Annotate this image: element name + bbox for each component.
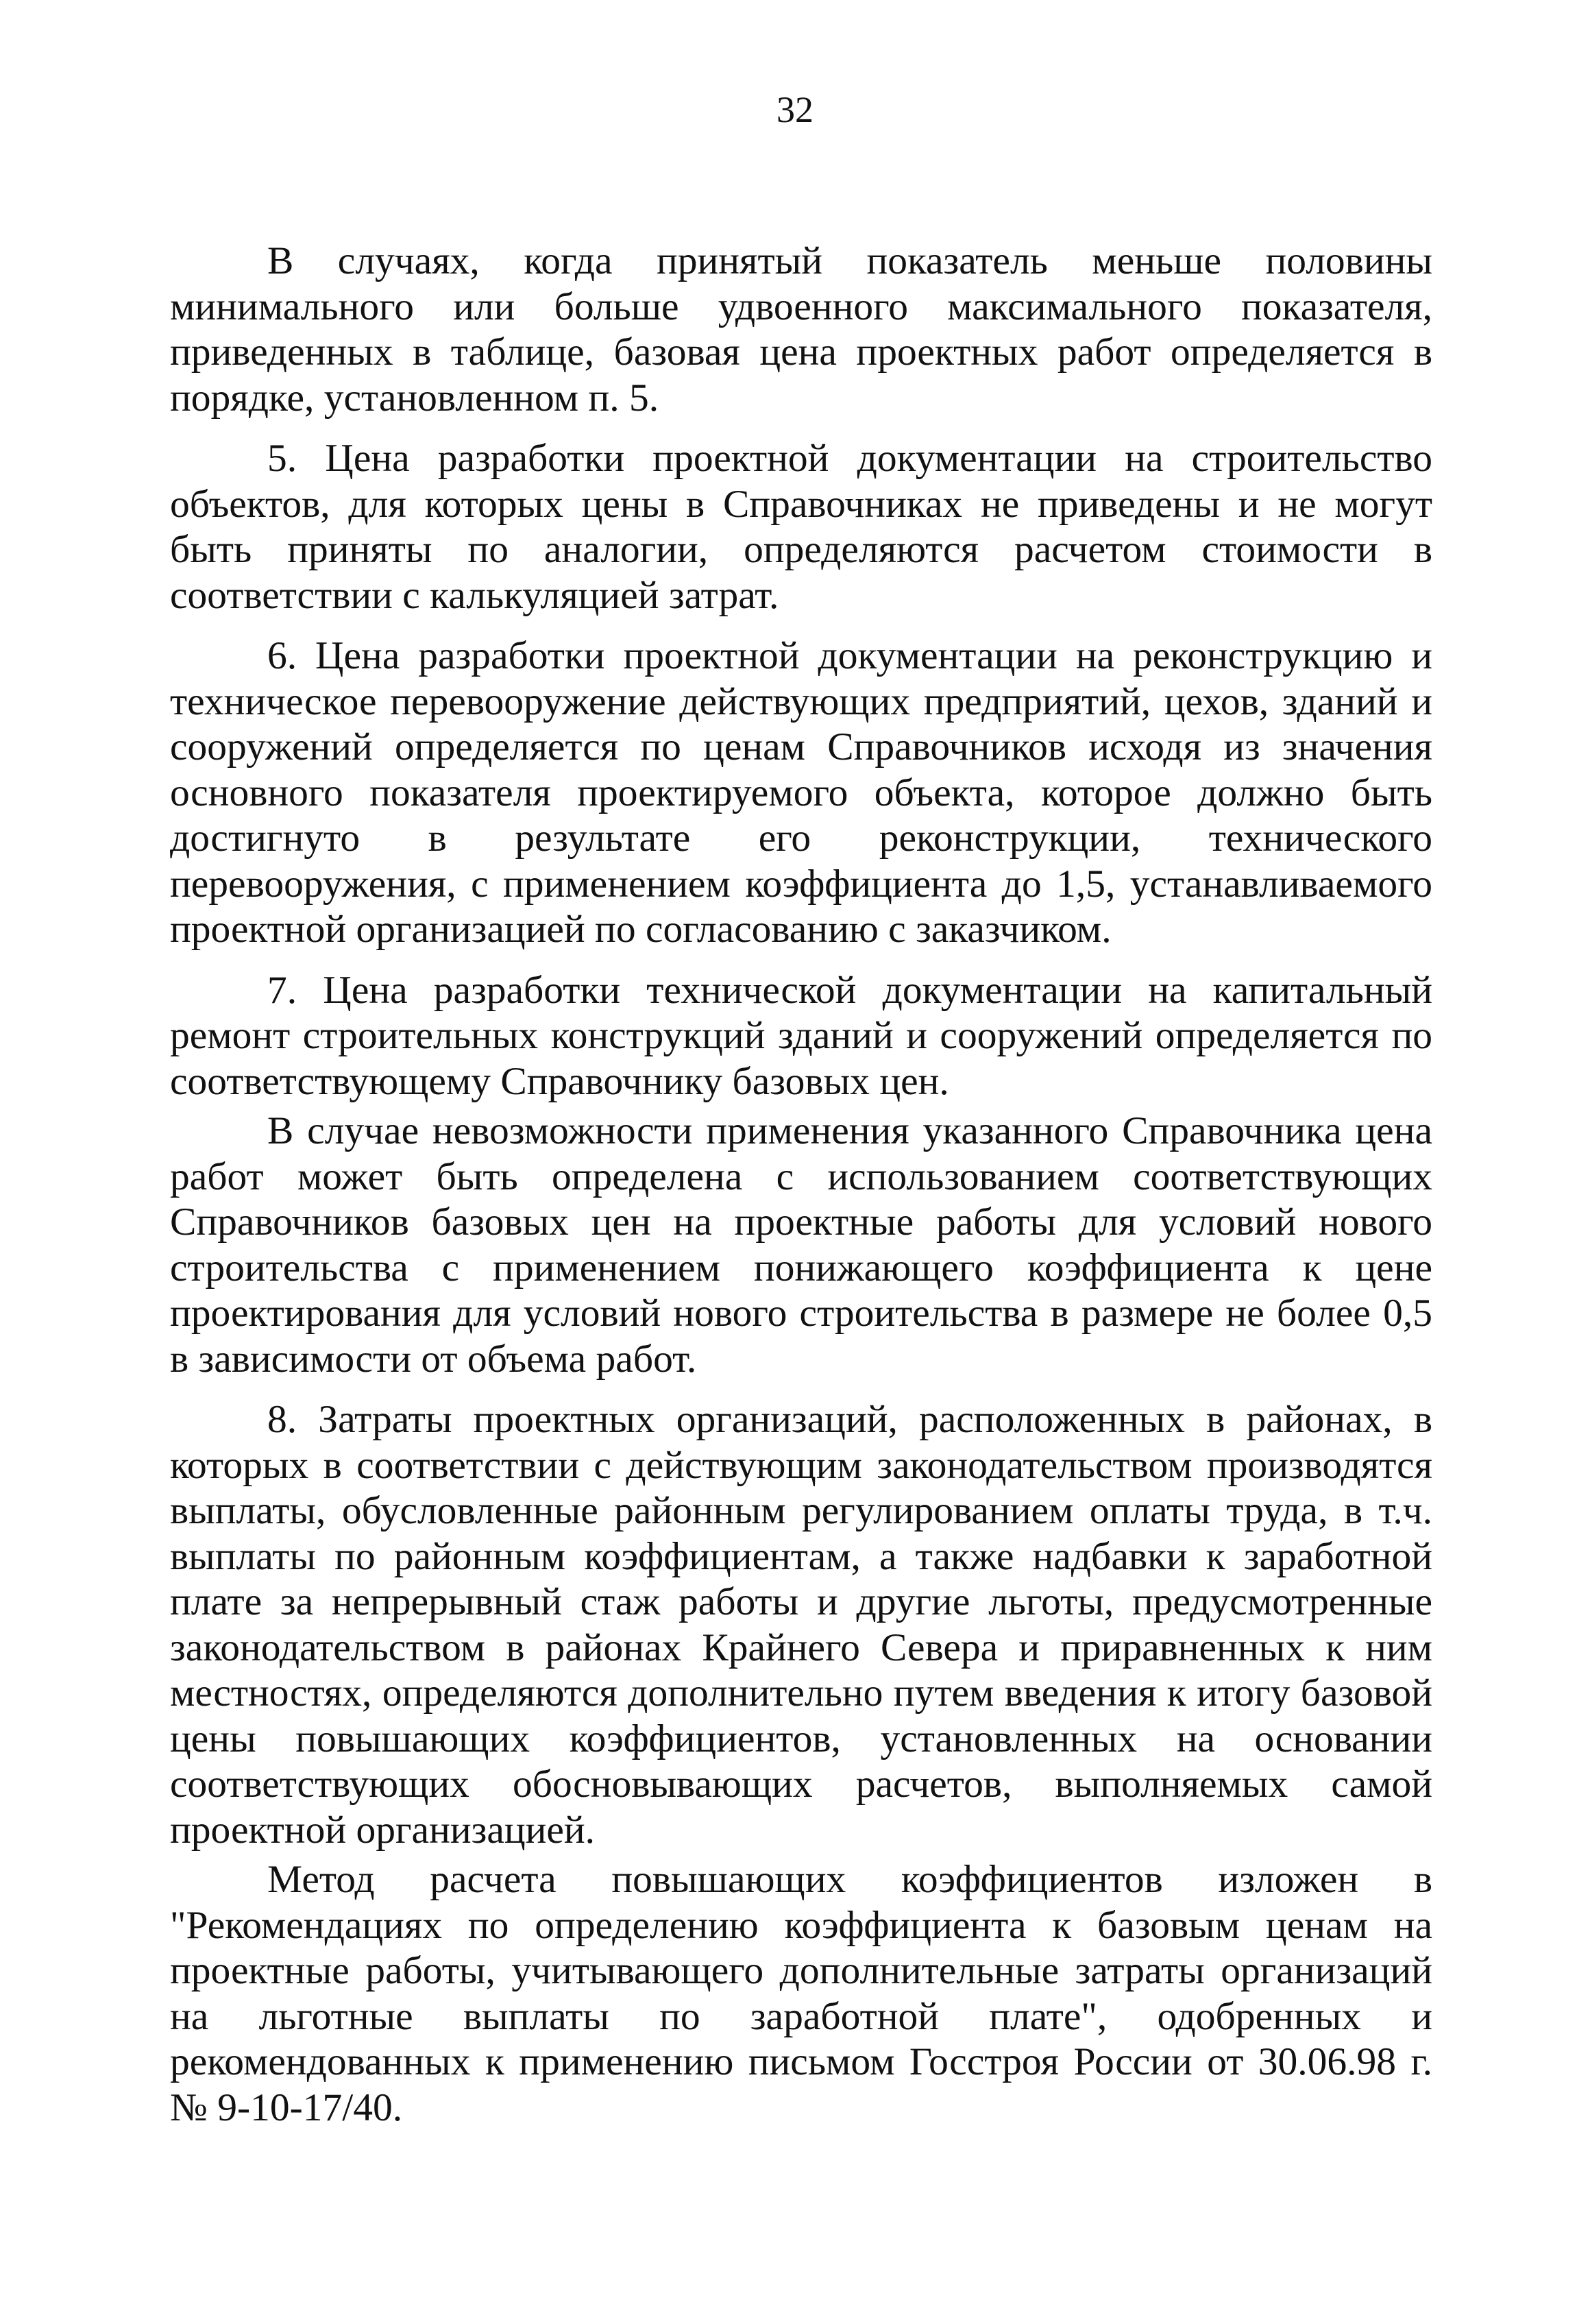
paragraph-item-5: 5. Цена разработки проектной документации на строительство объектов, для которых цены в Справочниках не приведены и не могут быть приняты по аналогии, определяются расчетом стоимости в соответствии с калькуляцией затрат. [170, 437, 1432, 617]
page-number: 32 [776, 89, 814, 130]
body-text [170, 239, 1432, 2131]
paragraph-item-7-continued: В случае невозможности применения указанного Справочника цена работ может быть определена с использованием соответствующих Справочников базовых цен на проектные работы для условий нового строительства с применением понижающего коэффициента к цене проектирования для условий нового строительства в размере не более 0,5 в зависимости от объема работ. [170, 1109, 1432, 1381]
paragraph-item-6: 6. Цена разработки проектной документации на реконструкцию и техническое перевооружение действующих предприятий, цехов, зданий и сооружений определяется по ценам Справочников исходя из значения основного показателя проектируемого объекта, которое должно быть достигнуто в результате его реконструкции, технического перевооружения, с применением коэффициента до 1,5, устанавливаемого проектной организацией по согласованию с заказчиком. [170, 634, 1432, 951]
paragraph-item-8: 8. Затраты проектных организаций, расположенных в районах, в которых в соответствии с действующим законодательством производятся выплаты, обусловленные районным регулированием оплаты труда, в т.ч. выплаты по районным коэффициентам, а также надбавки к заработной плате за непрерывный стаж работы и другие льготы, предусмотренные законодательством в районах Крайнего Севера и приравненных к ним местностях, определяются дополнительно путем введения к итогу базовой цены повышающих коэффициентов, установленных на основании соответствующих обосновывающих расчетов, выполняемых самой проектной организацией. [170, 1398, 1432, 1852]
paragraph-item-7: 7. Цена разработки технической документации на капитальный ремонт строительных конструкций зданий и сооружений определяется по соответствующему Справочнику базовых цен. [170, 968, 1432, 1103]
paragraph-item-8-method: Метод расчета повышающих коэффициентов изложен в "Рекомендациях по определению коэффициента к базовым ценам на проектные работы, учитывающего дополнительные затраты организаций на льготные выплаты по заработной плате", одобренных и рекомендованных к применению письмом Госстроя России от 30.06.98 г. № 9-10-17/40. [170, 1858, 1432, 2129]
paragraph-intro: В случаях, когда принятый показатель меньше половины минимального или больше удвоенного максимального показателя, приведенных в таблице, базовая цена проектных работ определяется в порядке, установленном п. 5. [170, 239, 1432, 420]
